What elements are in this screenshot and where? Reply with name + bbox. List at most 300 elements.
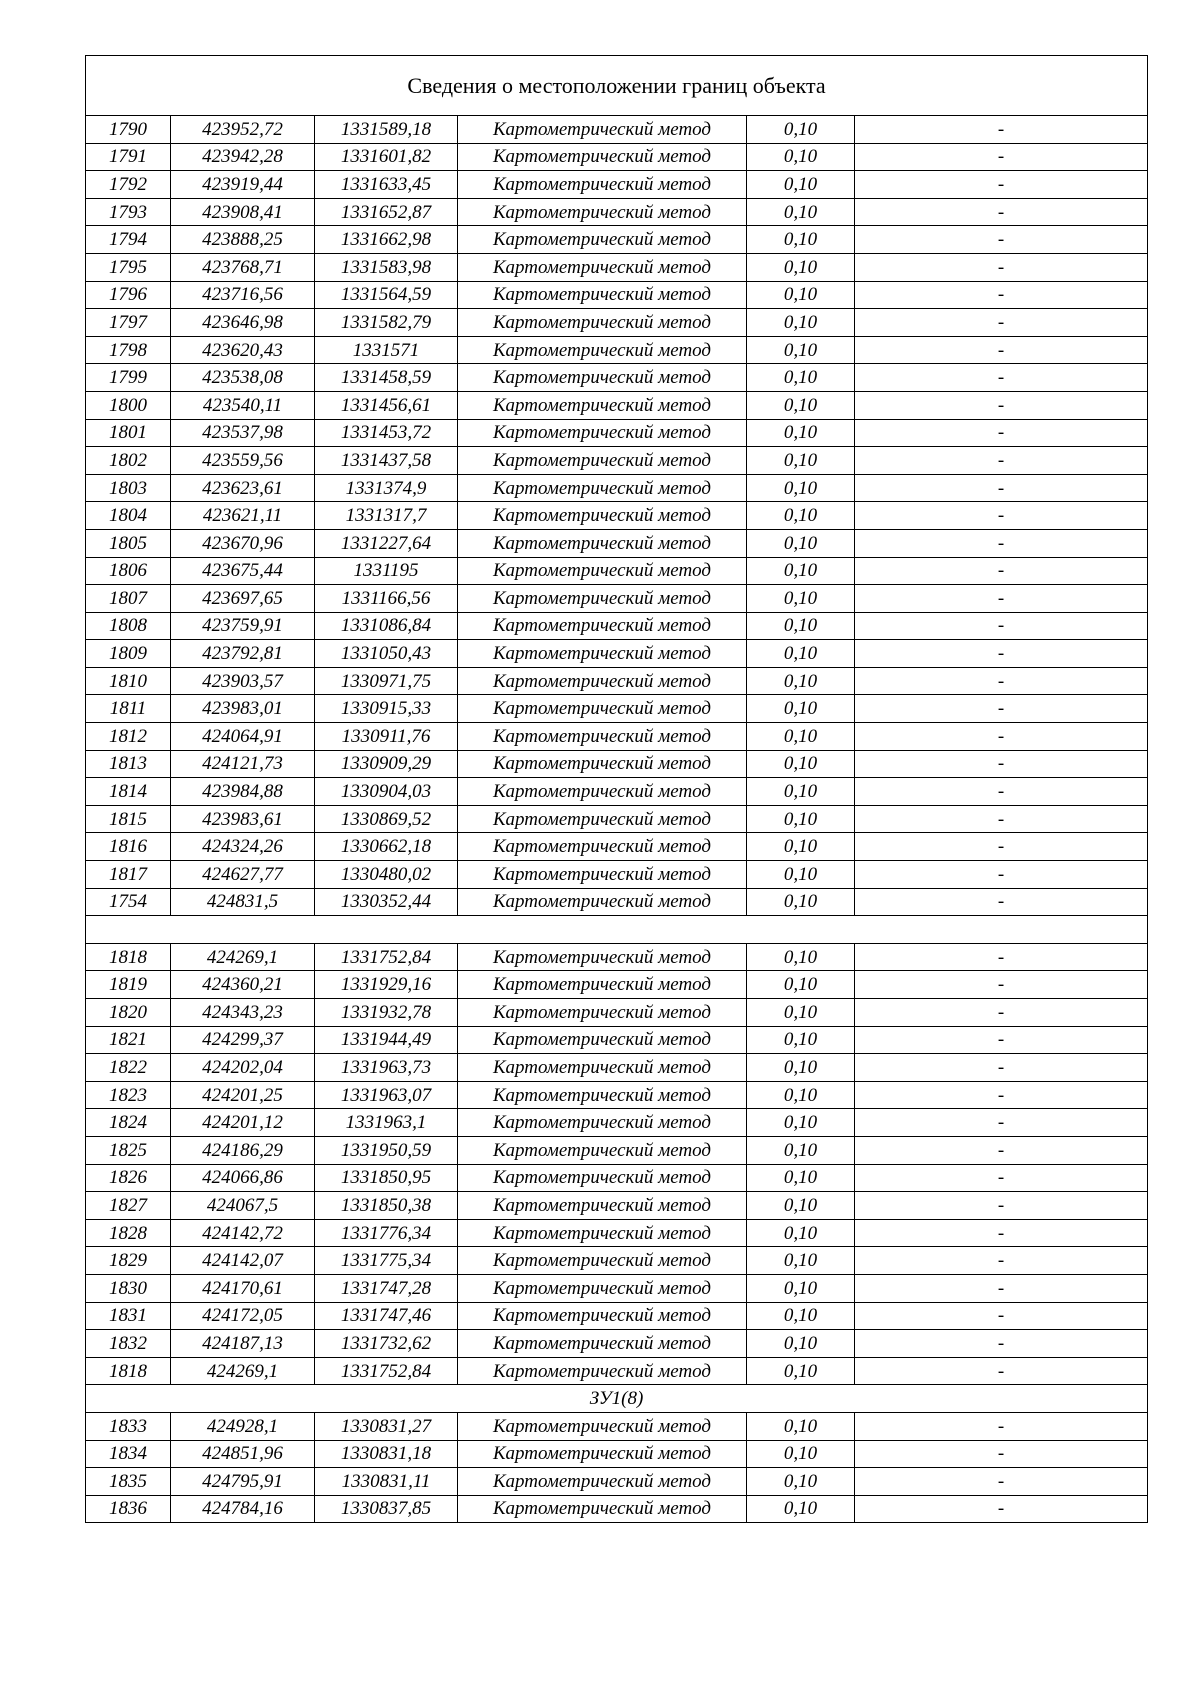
table-title: Сведения о местоположении границ объекта bbox=[86, 56, 1148, 116]
x-coordinate-cell: 424064,91 bbox=[171, 723, 315, 751]
description-cell: - bbox=[855, 833, 1148, 861]
table-row bbox=[86, 1164, 1148, 1192]
method-cell: Картометрический метод bbox=[458, 474, 747, 502]
table-row bbox=[86, 1357, 1148, 1385]
point-number-cell: 1804 bbox=[86, 502, 171, 530]
y-coordinate-cell: 1331944,49 bbox=[315, 1026, 458, 1054]
description-cell: - bbox=[855, 253, 1148, 281]
x-coordinate-cell: 424202,04 bbox=[171, 1054, 315, 1082]
boundary-table bbox=[85, 55, 1148, 1523]
point-number-cell: 1827 bbox=[86, 1192, 171, 1220]
description-cell: - bbox=[855, 198, 1148, 226]
point-number-cell: 1821 bbox=[86, 1026, 171, 1054]
y-coordinate-cell: 1331752,84 bbox=[315, 1357, 458, 1385]
method-cell: Картометрический метод bbox=[458, 805, 747, 833]
method-cell: Картометрический метод bbox=[458, 502, 747, 530]
method-cell: Картометрический метод bbox=[458, 171, 747, 199]
table-row bbox=[86, 1026, 1148, 1054]
x-coordinate-cell: 424269,1 bbox=[171, 943, 315, 971]
point-number-cell: 1828 bbox=[86, 1219, 171, 1247]
description-cell: - bbox=[855, 585, 1148, 613]
table-row bbox=[86, 447, 1148, 475]
y-coordinate-cell: 1330911,76 bbox=[315, 723, 458, 751]
x-coordinate-cell: 424299,37 bbox=[171, 1026, 315, 1054]
description-cell: - bbox=[855, 143, 1148, 171]
x-coordinate-cell: 424360,21 bbox=[171, 971, 315, 999]
point-number-cell: 1794 bbox=[86, 226, 171, 254]
method-cell: Картометрический метод bbox=[458, 667, 747, 695]
x-coordinate-cell: 423942,28 bbox=[171, 143, 315, 171]
method-cell: Картометрический метод bbox=[458, 364, 747, 392]
method-cell: Картометрический метод bbox=[458, 1026, 747, 1054]
method-cell: Картометрический метод bbox=[458, 1164, 747, 1192]
point-number-cell: 1812 bbox=[86, 723, 171, 751]
y-coordinate-cell: 1330831,27 bbox=[315, 1412, 458, 1440]
method-cell: Картометрический метод bbox=[458, 888, 747, 916]
method-cell: Картометрический метод bbox=[458, 861, 747, 889]
x-coordinate-cell: 423792,81 bbox=[171, 640, 315, 668]
point-number-cell: 1826 bbox=[86, 1164, 171, 1192]
description-cell: - bbox=[855, 1192, 1148, 1220]
table-row bbox=[86, 1330, 1148, 1358]
method-cell: Картометрический метод bbox=[458, 391, 747, 419]
point-number-cell: 1833 bbox=[86, 1412, 171, 1440]
point-number-cell: 1792 bbox=[86, 171, 171, 199]
table-row bbox=[86, 971, 1148, 999]
x-coordinate-cell: 423675,44 bbox=[171, 557, 315, 585]
x-coordinate-cell: 424142,07 bbox=[171, 1247, 315, 1275]
method-cell: Картометрический метод bbox=[458, 419, 747, 447]
y-coordinate-cell: 1331086,84 bbox=[315, 612, 458, 640]
point-number-cell: 1816 bbox=[86, 833, 171, 861]
table-row bbox=[86, 143, 1148, 171]
table-row bbox=[86, 612, 1148, 640]
point-number-cell: 1823 bbox=[86, 1081, 171, 1109]
x-coordinate-cell: 423621,11 bbox=[171, 502, 315, 530]
method-cell: Картометрический метод bbox=[458, 1109, 747, 1137]
method-cell: Картометрический метод bbox=[458, 612, 747, 640]
x-coordinate-cell: 424627,77 bbox=[171, 861, 315, 889]
point-number-cell: 1793 bbox=[86, 198, 171, 226]
point-number-cell: 1832 bbox=[86, 1330, 171, 1358]
y-coordinate-cell: 1331166,56 bbox=[315, 585, 458, 613]
description-cell: - bbox=[855, 529, 1148, 557]
accuracy-cell: 0,10 bbox=[747, 171, 855, 199]
method-cell: Картометрический метод bbox=[458, 198, 747, 226]
table-row bbox=[86, 1302, 1148, 1330]
method-cell: Картометрический метод bbox=[458, 226, 747, 254]
accuracy-cell: 0,10 bbox=[747, 281, 855, 309]
table-row bbox=[86, 778, 1148, 806]
description-cell: - bbox=[855, 667, 1148, 695]
x-coordinate-cell: 423538,08 bbox=[171, 364, 315, 392]
x-coordinate-cell: 423716,56 bbox=[171, 281, 315, 309]
accuracy-cell: 0,10 bbox=[747, 778, 855, 806]
description-cell: - bbox=[855, 1054, 1148, 1082]
y-coordinate-cell: 1331776,34 bbox=[315, 1219, 458, 1247]
x-coordinate-cell: 424269,1 bbox=[171, 1357, 315, 1385]
point-number-cell: 1795 bbox=[86, 253, 171, 281]
method-cell: Картометрический метод bbox=[458, 1192, 747, 1220]
method-cell: Картометрический метод bbox=[458, 1440, 747, 1468]
accuracy-cell: 0,10 bbox=[747, 1081, 855, 1109]
description-cell: - bbox=[855, 750, 1148, 778]
x-coordinate-cell: 424784,16 bbox=[171, 1495, 315, 1523]
x-coordinate-cell: 423759,91 bbox=[171, 612, 315, 640]
description-cell: - bbox=[855, 778, 1148, 806]
description-cell: - bbox=[855, 309, 1148, 337]
accuracy-cell: 0,10 bbox=[747, 529, 855, 557]
method-cell: Картометрический метод bbox=[458, 695, 747, 723]
description-cell: - bbox=[855, 1330, 1148, 1358]
separator-row bbox=[86, 916, 1148, 944]
description-cell: - bbox=[855, 447, 1148, 475]
description-cell: - bbox=[855, 364, 1148, 392]
accuracy-cell: 0,10 bbox=[747, 1136, 855, 1164]
description-cell: - bbox=[855, 1136, 1148, 1164]
description-cell: - bbox=[855, 502, 1148, 530]
description-cell: - bbox=[855, 1081, 1148, 1109]
description-cell: - bbox=[855, 419, 1148, 447]
accuracy-cell: 0,10 bbox=[747, 833, 855, 861]
table-row bbox=[86, 888, 1148, 916]
point-number-cell: 1818 bbox=[86, 943, 171, 971]
table-row bbox=[86, 336, 1148, 364]
accuracy-cell: 0,10 bbox=[747, 612, 855, 640]
table-title-row bbox=[86, 56, 1148, 116]
y-coordinate-cell: 1331850,38 bbox=[315, 1192, 458, 1220]
x-coordinate-cell: 424170,61 bbox=[171, 1274, 315, 1302]
y-coordinate-cell: 1331662,98 bbox=[315, 226, 458, 254]
method-cell: Картометрический метод bbox=[458, 447, 747, 475]
method-cell: Картометрический метод bbox=[458, 971, 747, 999]
description-cell: - bbox=[855, 116, 1148, 144]
y-coordinate-cell: 1331963,1 bbox=[315, 1109, 458, 1137]
y-coordinate-cell: 1330904,03 bbox=[315, 778, 458, 806]
accuracy-cell: 0,10 bbox=[747, 1495, 855, 1523]
table-row bbox=[86, 1109, 1148, 1137]
accuracy-cell: 0,10 bbox=[747, 888, 855, 916]
x-coordinate-cell: 423620,43 bbox=[171, 336, 315, 364]
description-cell: - bbox=[855, 1468, 1148, 1496]
point-number-cell: 1797 bbox=[86, 309, 171, 337]
accuracy-cell: 0,10 bbox=[747, 447, 855, 475]
method-cell: Картометрический метод bbox=[458, 529, 747, 557]
method-cell: Картометрический метод bbox=[458, 143, 747, 171]
y-coordinate-cell: 1331747,28 bbox=[315, 1274, 458, 1302]
point-number-cell: 1798 bbox=[86, 336, 171, 364]
table-row bbox=[86, 281, 1148, 309]
method-cell: Картометрический метод bbox=[458, 1136, 747, 1164]
y-coordinate-cell: 1331564,59 bbox=[315, 281, 458, 309]
accuracy-cell: 0,10 bbox=[747, 667, 855, 695]
accuracy-cell: 0,10 bbox=[747, 1330, 855, 1358]
point-number-cell: 1834 bbox=[86, 1440, 171, 1468]
description-cell: - bbox=[855, 861, 1148, 889]
y-coordinate-cell: 1330831,11 bbox=[315, 1468, 458, 1496]
table-row bbox=[86, 1440, 1148, 1468]
accuracy-cell: 0,10 bbox=[747, 391, 855, 419]
method-cell: Картометрический метод bbox=[458, 1412, 747, 1440]
accuracy-cell: 0,10 bbox=[747, 1302, 855, 1330]
accuracy-cell: 0,10 bbox=[747, 1192, 855, 1220]
y-coordinate-cell: 1331374,9 bbox=[315, 474, 458, 502]
accuracy-cell: 0,10 bbox=[747, 198, 855, 226]
table-row bbox=[86, 474, 1148, 502]
point-number-cell: 1805 bbox=[86, 529, 171, 557]
description-cell: - bbox=[855, 226, 1148, 254]
y-coordinate-cell: 1331583,98 bbox=[315, 253, 458, 281]
table-row bbox=[86, 805, 1148, 833]
table-row bbox=[86, 1054, 1148, 1082]
x-coordinate-cell: 423540,11 bbox=[171, 391, 315, 419]
accuracy-cell: 0,10 bbox=[747, 943, 855, 971]
accuracy-cell: 0,10 bbox=[747, 999, 855, 1027]
point-number-cell: 1835 bbox=[86, 1468, 171, 1496]
accuracy-cell: 0,10 bbox=[747, 1054, 855, 1082]
table-row bbox=[86, 419, 1148, 447]
table-row bbox=[86, 861, 1148, 889]
method-cell: Картометрический метод bbox=[458, 1330, 747, 1358]
description-cell: - bbox=[855, 391, 1148, 419]
point-number-cell: 1817 bbox=[86, 861, 171, 889]
y-coordinate-cell: 1331458,59 bbox=[315, 364, 458, 392]
description-cell: - bbox=[855, 1274, 1148, 1302]
method-cell: Картометрический метод bbox=[458, 943, 747, 971]
method-cell: Картометрический метод bbox=[458, 1081, 747, 1109]
method-cell: Картометрический метод bbox=[458, 1302, 747, 1330]
table-row bbox=[86, 585, 1148, 613]
description-cell: - bbox=[855, 336, 1148, 364]
y-coordinate-cell: 1331227,64 bbox=[315, 529, 458, 557]
table-row bbox=[86, 1081, 1148, 1109]
accuracy-cell: 0,10 bbox=[747, 750, 855, 778]
y-coordinate-cell: 1331963,07 bbox=[315, 1081, 458, 1109]
y-coordinate-cell: 1331963,73 bbox=[315, 1054, 458, 1082]
x-coordinate-cell: 424172,05 bbox=[171, 1302, 315, 1330]
x-coordinate-cell: 424186,29 bbox=[171, 1136, 315, 1164]
description-cell: - bbox=[855, 1495, 1148, 1523]
accuracy-cell: 0,10 bbox=[747, 861, 855, 889]
accuracy-cell: 0,10 bbox=[747, 723, 855, 751]
y-coordinate-cell: 1331571 bbox=[315, 336, 458, 364]
accuracy-cell: 0,10 bbox=[747, 805, 855, 833]
point-number-cell: 1791 bbox=[86, 143, 171, 171]
point-number-cell: 1818 bbox=[86, 1357, 171, 1385]
table-row bbox=[86, 695, 1148, 723]
point-number-cell: 1836 bbox=[86, 1495, 171, 1523]
method-cell: Картометрический метод bbox=[458, 253, 747, 281]
y-coordinate-cell: 1331437,58 bbox=[315, 447, 458, 475]
method-cell: Картометрический метод bbox=[458, 281, 747, 309]
method-cell: Картометрический метод bbox=[458, 1219, 747, 1247]
x-coordinate-cell: 423623,61 bbox=[171, 474, 315, 502]
description-cell: - bbox=[855, 888, 1148, 916]
x-coordinate-cell: 423983,01 bbox=[171, 695, 315, 723]
x-coordinate-cell: 423697,65 bbox=[171, 585, 315, 613]
accuracy-cell: 0,10 bbox=[747, 226, 855, 254]
table-row bbox=[86, 198, 1148, 226]
table-row bbox=[86, 116, 1148, 144]
accuracy-cell: 0,10 bbox=[747, 695, 855, 723]
method-cell: Картометрический метод bbox=[458, 1274, 747, 1302]
method-cell: Картометрический метод bbox=[458, 1054, 747, 1082]
y-coordinate-cell: 1331589,18 bbox=[315, 116, 458, 144]
point-number-cell: 1831 bbox=[86, 1302, 171, 1330]
x-coordinate-cell: 424142,72 bbox=[171, 1219, 315, 1247]
method-cell: Картометрический метод bbox=[458, 336, 747, 364]
x-coordinate-cell: 423670,96 bbox=[171, 529, 315, 557]
table-row bbox=[86, 1274, 1148, 1302]
accuracy-cell: 0,10 bbox=[747, 1109, 855, 1137]
point-number-cell: 1819 bbox=[86, 971, 171, 999]
x-coordinate-cell: 424201,25 bbox=[171, 1081, 315, 1109]
table-row bbox=[86, 557, 1148, 585]
table-row bbox=[86, 364, 1148, 392]
y-coordinate-cell: 1331950,59 bbox=[315, 1136, 458, 1164]
point-number-cell: 1813 bbox=[86, 750, 171, 778]
accuracy-cell: 0,10 bbox=[747, 364, 855, 392]
table-row bbox=[86, 640, 1148, 668]
y-coordinate-cell: 1331932,78 bbox=[315, 999, 458, 1027]
point-number-cell: 1800 bbox=[86, 391, 171, 419]
y-coordinate-cell: 1331747,46 bbox=[315, 1302, 458, 1330]
description-cell: - bbox=[855, 171, 1148, 199]
description-cell: - bbox=[855, 1219, 1148, 1247]
x-coordinate-cell: 423919,44 bbox=[171, 171, 315, 199]
point-number-cell: 1811 bbox=[86, 695, 171, 723]
y-coordinate-cell: 1330480,02 bbox=[315, 861, 458, 889]
table-row bbox=[86, 1247, 1148, 1275]
y-coordinate-cell: 1331732,62 bbox=[315, 1330, 458, 1358]
x-coordinate-cell: 423559,56 bbox=[171, 447, 315, 475]
y-coordinate-cell: 1331775,34 bbox=[315, 1247, 458, 1275]
description-cell: - bbox=[855, 1026, 1148, 1054]
x-coordinate-cell: 423768,71 bbox=[171, 253, 315, 281]
accuracy-cell: 0,10 bbox=[747, 585, 855, 613]
accuracy-cell: 0,10 bbox=[747, 309, 855, 337]
description-cell: - bbox=[855, 1302, 1148, 1330]
y-coordinate-cell: 1330915,33 bbox=[315, 695, 458, 723]
y-coordinate-cell: 1331050,43 bbox=[315, 640, 458, 668]
method-cell: Картометрический метод bbox=[458, 309, 747, 337]
section-label: ЗУ1(8) bbox=[86, 1385, 1148, 1413]
x-coordinate-cell: 423888,25 bbox=[171, 226, 315, 254]
y-coordinate-cell: 1330971,75 bbox=[315, 667, 458, 695]
x-coordinate-cell: 424066,86 bbox=[171, 1164, 315, 1192]
method-cell: Картометрический метод bbox=[458, 640, 747, 668]
x-coordinate-cell: 424795,91 bbox=[171, 1468, 315, 1496]
y-coordinate-cell: 1331195 bbox=[315, 557, 458, 585]
accuracy-cell: 0,10 bbox=[747, 143, 855, 171]
y-coordinate-cell: 1331850,95 bbox=[315, 1164, 458, 1192]
x-coordinate-cell: 424831,5 bbox=[171, 888, 315, 916]
accuracy-cell: 0,10 bbox=[747, 971, 855, 999]
point-number-cell: 1809 bbox=[86, 640, 171, 668]
y-coordinate-cell: 1331456,61 bbox=[315, 391, 458, 419]
table-row bbox=[86, 502, 1148, 530]
x-coordinate-cell: 423908,41 bbox=[171, 198, 315, 226]
description-cell: - bbox=[855, 474, 1148, 502]
table-row bbox=[86, 723, 1148, 751]
method-cell: Картометрический метод bbox=[458, 723, 747, 751]
x-coordinate-cell: 423537,98 bbox=[171, 419, 315, 447]
description-cell: - bbox=[855, 971, 1148, 999]
method-cell: Картометрический метод bbox=[458, 999, 747, 1027]
x-coordinate-cell: 423903,57 bbox=[171, 667, 315, 695]
y-coordinate-cell: 1331752,84 bbox=[315, 943, 458, 971]
y-coordinate-cell: 1330869,52 bbox=[315, 805, 458, 833]
description-cell: - bbox=[855, 1357, 1148, 1385]
accuracy-cell: 0,10 bbox=[747, 557, 855, 585]
description-cell: - bbox=[855, 999, 1148, 1027]
method-cell: Картометрический метод bbox=[458, 750, 747, 778]
description-cell: - bbox=[855, 281, 1148, 309]
table-row bbox=[86, 529, 1148, 557]
point-number-cell: 1825 bbox=[86, 1136, 171, 1164]
x-coordinate-cell: 424121,73 bbox=[171, 750, 315, 778]
point-number-cell: 1807 bbox=[86, 585, 171, 613]
table-row bbox=[86, 1412, 1148, 1440]
table-row bbox=[86, 226, 1148, 254]
y-coordinate-cell: 1330352,44 bbox=[315, 888, 458, 916]
accuracy-cell: 0,10 bbox=[747, 336, 855, 364]
y-coordinate-cell: 1331317,7 bbox=[315, 502, 458, 530]
point-number-cell: 1822 bbox=[86, 1054, 171, 1082]
description-cell: - bbox=[855, 640, 1148, 668]
y-coordinate-cell: 1331453,72 bbox=[315, 419, 458, 447]
y-coordinate-cell: 1330909,29 bbox=[315, 750, 458, 778]
point-number-cell: 1815 bbox=[86, 805, 171, 833]
accuracy-cell: 0,10 bbox=[747, 640, 855, 668]
point-number-cell: 1814 bbox=[86, 778, 171, 806]
x-coordinate-cell: 424324,26 bbox=[171, 833, 315, 861]
x-coordinate-cell: 424928,1 bbox=[171, 1412, 315, 1440]
y-coordinate-cell: 1331633,45 bbox=[315, 171, 458, 199]
description-cell: - bbox=[855, 557, 1148, 585]
point-number-cell: 1802 bbox=[86, 447, 171, 475]
method-cell: Картометрический метод bbox=[458, 833, 747, 861]
point-number-cell: 1829 bbox=[86, 1247, 171, 1275]
point-number-cell: 1830 bbox=[86, 1274, 171, 1302]
table-row bbox=[86, 171, 1148, 199]
description-cell: - bbox=[855, 1247, 1148, 1275]
x-coordinate-cell: 424201,12 bbox=[171, 1109, 315, 1137]
table-row bbox=[86, 943, 1148, 971]
point-number-cell: 1803 bbox=[86, 474, 171, 502]
point-number-cell: 1754 bbox=[86, 888, 171, 916]
accuracy-cell: 0,10 bbox=[747, 1026, 855, 1054]
y-coordinate-cell: 1331601,82 bbox=[315, 143, 458, 171]
x-coordinate-cell: 424067,5 bbox=[171, 1192, 315, 1220]
y-coordinate-cell: 1330662,18 bbox=[315, 833, 458, 861]
method-cell: Картометрический метод bbox=[458, 1495, 747, 1523]
accuracy-cell: 0,10 bbox=[747, 1468, 855, 1496]
description-cell: - bbox=[855, 695, 1148, 723]
x-coordinate-cell: 423952,72 bbox=[171, 116, 315, 144]
table-row bbox=[86, 1495, 1148, 1523]
table-row bbox=[86, 1136, 1148, 1164]
table-row bbox=[86, 1468, 1148, 1496]
accuracy-cell: 0,10 bbox=[747, 116, 855, 144]
description-cell: - bbox=[855, 805, 1148, 833]
accuracy-cell: 0,10 bbox=[747, 1440, 855, 1468]
point-number-cell: 1808 bbox=[86, 612, 171, 640]
table-row bbox=[86, 253, 1148, 281]
table-row bbox=[86, 750, 1148, 778]
point-number-cell: 1801 bbox=[86, 419, 171, 447]
method-cell: Картометрический метод bbox=[458, 778, 747, 806]
